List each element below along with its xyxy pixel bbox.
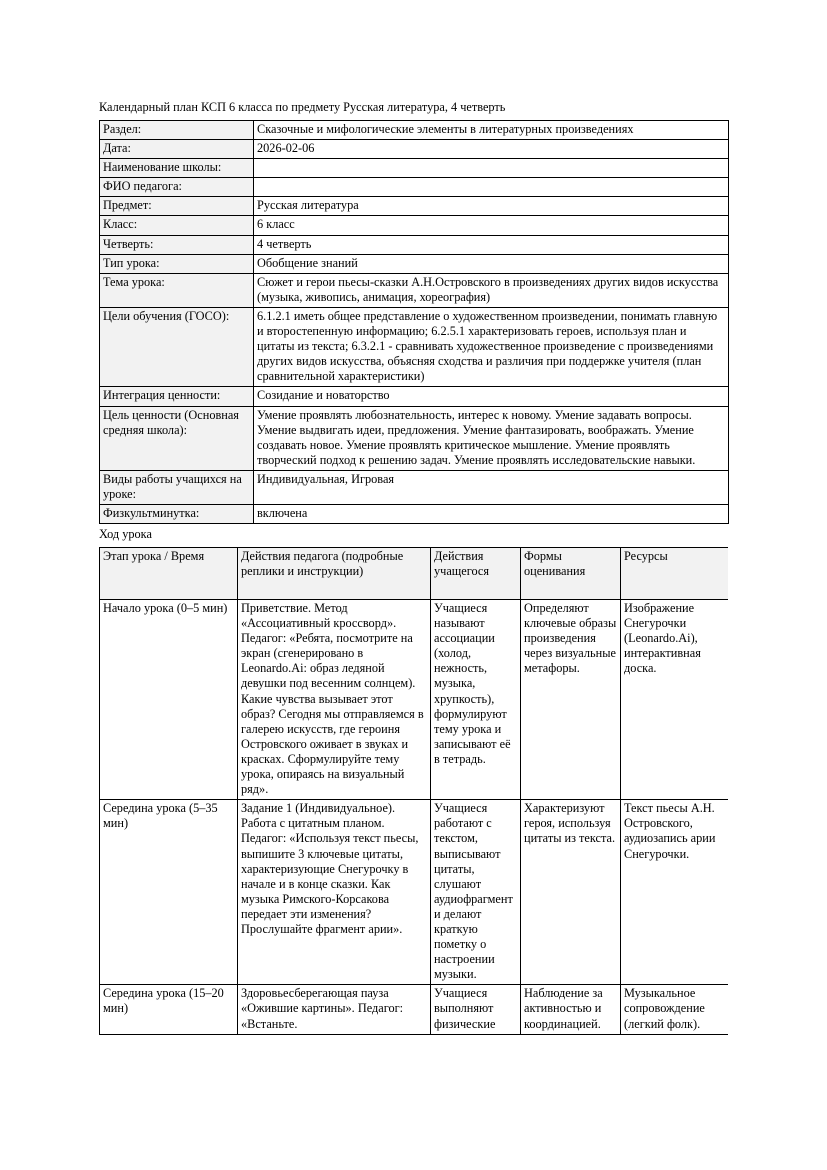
cell-stage: Середина урока (15–20 мин) — [100, 985, 238, 1034]
info-table-body — [100, 121, 729, 524]
info-key: Цели обучения (ГОСО): — [100, 307, 254, 386]
column-header-resources: Ресурсы — [621, 548, 729, 600]
cell-teacher-actions: Здоровьесберегающая пауза «Ожившие картины». Педагог: «Встаньте. — [238, 985, 431, 1034]
info-value: Сюжет и герои пьесы-сказки А.Н.Островского в произведениях других видов искусства (музыка, живопись, анимация, хореография) — [254, 273, 729, 307]
info-value: Сказочные и мифологические элементы в литературных произведениях — [254, 121, 729, 140]
column-header-student-actions: Действия учащегося — [431, 548, 521, 600]
column-header-assessment: Формы оценивания — [521, 548, 621, 600]
cell-stage: Середина урока (5–35 мин) — [100, 800, 238, 985]
cell-teacher-actions: Задание 1 (Индивидуальное). Работа с цитатным планом. Педагог: «Используя текст пьесы, выпишите 3 ключевые цитаты, характеризующие Снегурочку в начале и в конце сказки. Как музыка Римского-Корсакова передает эти изменения? Прослушайте фрагмент арии». — [238, 800, 431, 985]
lesson-flow-table — [99, 547, 728, 1035]
info-key: Физкультминутка: — [100, 505, 254, 524]
info-key: Тема урока: — [100, 273, 254, 307]
info-key: Раздел: — [100, 121, 254, 140]
info-value: 6 класс — [254, 216, 729, 235]
lesson-table-head — [100, 548, 729, 600]
info-key: Предмет: — [100, 197, 254, 216]
info-value: 2026-02-06 — [254, 140, 729, 159]
cell-student-actions: Учащиеся называют ассоциации (холод, нежность, музыка, хрупкость), формулируют тему урока и записывают её в тетрадь. — [431, 600, 521, 800]
table-row — [100, 273, 729, 307]
table-row — [100, 235, 729, 254]
table-row — [100, 197, 729, 216]
info-value: Обобщение знаний — [254, 254, 729, 273]
cell-resources: Музыкальное сопровождение (легкий фолк). — [621, 985, 729, 1034]
info-key: Интеграция ценности: — [100, 387, 254, 406]
cell-resources: Изображение Снегурочки (Leonardo.Ai), интерактивная доска. — [621, 600, 729, 800]
info-value — [254, 178, 729, 197]
lesson-table-clip — [99, 547, 728, 1070]
info-value: Индивидуальная, Игровая — [254, 470, 729, 504]
cell-assessment: Характеризуют героя, используя цитаты из текста. — [521, 800, 621, 985]
cell-student-actions: Учащиеся выполняют физические — [431, 985, 521, 1034]
cell-student-actions: Учащиеся работают с текстом, выписывают цитаты, слушают аудиофрагмент и делают краткую пометку о настроении музыки. — [431, 800, 521, 985]
table-header-row — [100, 548, 729, 600]
table-row — [100, 387, 729, 406]
table-row — [100, 800, 729, 985]
info-value: 4 четверть — [254, 235, 729, 254]
column-header-teacher-actions: Действия педагога (подробные реплики и инструкции) — [238, 548, 431, 600]
info-key: Четверть: — [100, 235, 254, 254]
table-row — [100, 307, 729, 386]
lesson-table-body — [100, 600, 729, 1035]
table-row — [100, 159, 729, 178]
table-row — [100, 254, 729, 273]
page-title: Календарный план КСП 6 класса по предмету Русская литература, 4 четверть — [99, 100, 506, 114]
cell-resources: Текст пьесы А.Н. Островского, аудиозапись арии Снегурочки. — [621, 800, 729, 985]
table-row — [100, 178, 729, 197]
info-value: Умение проявлять любознательность, интерес к новому. Умение задавать вопросы. Умение выдвигать идеи, предложения. Умение фантазировать, воображать. Умение создавать новое. Умение проявлять критическое мышление. Умение проявлять творческий подход к решению задач. Умение проявлять исследовательские навыки. — [254, 406, 729, 470]
document-content — [99, 99, 728, 546]
table-row — [100, 140, 729, 159]
info-key: Дата: — [100, 140, 254, 159]
table-row — [100, 505, 729, 524]
info-value: 6.1.2.1 иметь общее представление о художественном произведении, понимать главную и второстепенную информацию; 6.2.5.1 характеризовать героев, используя план и цитаты из текста; 6.3.2.1 - сравнивать художественное произведение с произведениями других видов искусства, объясняя сходства и различия при поддержке учителя (план сравнительной характеристики) — [254, 307, 729, 386]
table-row — [100, 470, 729, 504]
info-value — [254, 159, 729, 178]
info-key: ФИО педагога: — [100, 178, 254, 197]
info-value: Созидание и новаторство — [254, 387, 729, 406]
table-row — [100, 216, 729, 235]
info-key: Наименование школы: — [100, 159, 254, 178]
info-value: Русская литература — [254, 197, 729, 216]
column-header-stage: Этап урока / Время — [100, 548, 238, 600]
info-value: включена — [254, 505, 729, 524]
table-row — [100, 985, 729, 1034]
table-row — [100, 406, 729, 470]
cell-stage: Начало урока (0–5 мин) — [100, 600, 238, 800]
table-row — [100, 600, 729, 800]
cell-teacher-actions: Приветствие. Метод «Ассоциативный кроссворд». Педагог: «Ребята, посмотрите на экран (сгенерировано в Leonardo.Ai: образ ледяной девушки под весенним солнцем). Какие чувства вызывает этот образ? Сегодня мы отправляемся в галерею искусств, где героиня Островского оживает в звуках и красках. Сформулируйте тему урока, опираясь на визуальный ряд». — [238, 600, 431, 800]
lesson-flow-label: Ход урока — [99, 527, 152, 542]
info-key: Виды работы учащихся на уроке: — [100, 470, 254, 504]
info-key: Цель ценности (Основная средняя школа): — [100, 406, 254, 470]
info-key: Класс: — [100, 216, 254, 235]
cell-assessment: Определяют ключевые образы произведения через визуальные метафоры. — [521, 600, 621, 800]
cell-assessment: Наблюдение за активностью и координацией. — [521, 985, 621, 1034]
info-key: Тип урока: — [100, 254, 254, 273]
table-row — [100, 121, 729, 140]
lesson-info-table — [99, 120, 729, 524]
